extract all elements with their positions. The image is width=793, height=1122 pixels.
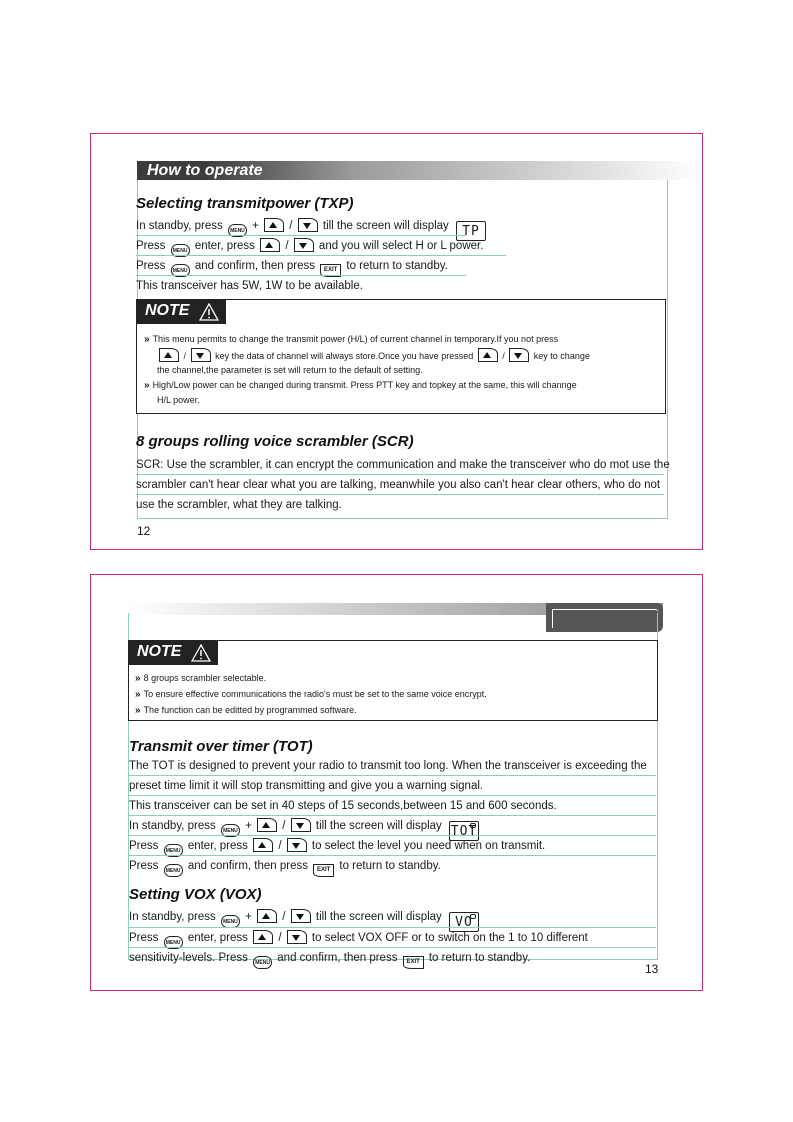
note-title: NOTE: [145, 302, 190, 319]
note-item-2: » To ensure effective communications the radio's must be set to the same voice encrypt.: [135, 689, 487, 700]
up-key-icon: [159, 348, 179, 362]
lcd-display-icon: TOT: [449, 821, 479, 841]
exit-key-icon: EXIT: [403, 956, 424, 969]
vox-line-1: In standby, press MENU + / till the screen will display VO: [129, 909, 479, 932]
manual-page-12: [90, 133, 703, 550]
separator: [136, 275, 466, 276]
scr-heading: 8 groups rolling voice scrambler (SCR): [136, 433, 414, 450]
separator: [136, 255, 506, 256]
txp-line-1: In standby, press MENU + / till the screen will display TP: [136, 218, 486, 241]
separator: [136, 235, 466, 236]
tot-line-5: Press MENU enter, press / to select the level you need when on transmit.: [129, 838, 545, 857]
lcd-display-icon: VO: [449, 912, 479, 932]
separator: [128, 855, 656, 856]
menu-key-icon: MENU: [228, 224, 247, 237]
separator: [128, 775, 656, 776]
separator: [128, 927, 656, 928]
up-key-icon: [253, 930, 273, 944]
menu-key-icon: MENU: [221, 824, 240, 837]
menu-key-icon: MENU: [253, 956, 272, 969]
up-key-icon: [260, 238, 280, 252]
scr-line-3: use the scrambler, what they are talking.: [136, 499, 342, 511]
note-item-1-cont: / key the data of channel will always store.Once you have pressed / key to change: [157, 348, 590, 362]
note-title: NOTE: [137, 643, 182, 660]
warning-icon: [199, 303, 219, 321]
page-number: 12: [137, 524, 151, 538]
note-item-3: » The function can be editted by programmed software.: [135, 705, 357, 716]
up-key-icon: [264, 218, 284, 232]
up-key-icon: [257, 909, 277, 923]
warning-icon: [191, 644, 211, 662]
down-key-icon: [287, 838, 307, 852]
menu-key-icon: MENU: [171, 264, 190, 277]
separator: [136, 494, 664, 495]
note-item-2-cont: H/L power.: [157, 395, 200, 405]
down-key-icon: [291, 909, 311, 923]
double-chevron-icon: »: [135, 689, 141, 700]
down-key-icon: [509, 348, 529, 362]
tot-heading: Transmit over timer (TOT): [129, 738, 313, 755]
exit-key-icon: EXIT: [313, 864, 334, 877]
tot-line-2: preset time limit it will stop transmitting and give you a warning signal.: [129, 780, 484, 792]
scr-line-1: SCR: Use the scrambler, it can encrypt the communication and make the transceiver who do mot use the: [136, 459, 670, 471]
double-chevron-icon: »: [135, 705, 141, 716]
note-box: [128, 640, 658, 721]
note-item-1: » 8 groups scrambler selectable.: [135, 673, 267, 684]
note-box: [136, 299, 666, 414]
separator: [128, 835, 656, 836]
tot-line-6: Press MENU and confirm, then press EXIT to return to standby.: [129, 858, 441, 877]
vox-line-3: sensitivity-levels. Press MENU and confirm, then press EXIT to return to standby.: [129, 950, 530, 969]
note-item-2: » High/Low power can be changed during transmit. Press PTT key and topkey at the same, this will channge: [144, 380, 577, 391]
up-key-icon: [253, 838, 273, 852]
vox-line-2: Press MENU enter, press / to select VOX OFF or to switch on the 1 to 10 different: [129, 930, 588, 949]
txp-line-3: Press MENU and confirm, then press EXIT to return to standby.: [136, 258, 448, 277]
separator: [136, 474, 664, 475]
separator: [128, 795, 656, 796]
exit-key-icon: EXIT: [320, 264, 341, 277]
note-item-1: » This menu permits to change the transmit power (H/L) of current channel in temporary.If you not press: [144, 334, 559, 345]
up-key-icon: [257, 818, 277, 832]
tot-line-3: This transceiver can be set in 40 steps of 15 seconds,between 15 and 600 seconds.: [129, 800, 557, 812]
note-tab: [137, 300, 226, 324]
section-banner: [137, 161, 702, 180]
menu-key-icon: MENU: [171, 244, 190, 257]
txp-line-2: Press MENU enter, press / and you will select H or L power.: [136, 238, 483, 257]
menu-key-icon: MENU: [164, 936, 183, 949]
double-chevron-icon: »: [135, 673, 141, 684]
down-key-icon: [287, 930, 307, 944]
down-key-icon: [294, 238, 314, 252]
manual-page-13: [90, 574, 703, 991]
down-key-icon: [191, 348, 211, 362]
double-chevron-icon: »: [144, 334, 150, 345]
note-tab: [129, 641, 218, 665]
down-key-icon: [298, 218, 318, 232]
menu-key-icon: MENU: [221, 915, 240, 928]
tot-line-1: The TOT is designed to prevent your radio to transmit too long. When the transceiver is exceeding the: [129, 760, 647, 772]
separator: [128, 815, 656, 816]
menu-key-icon: MENU: [164, 844, 183, 857]
separator: [128, 947, 656, 948]
page-number: 13: [645, 962, 659, 976]
note-item-1-end: the channel,the parameter is set will return to the default of setting.: [157, 365, 423, 375]
scr-line-2: scrambler can't hear clear what you are talking, meanwhile you also can't hear clear others, who do not: [136, 479, 661, 491]
down-key-icon: [291, 818, 311, 832]
txp-heading: Selecting transmitpower (TXP): [136, 195, 354, 212]
vox-heading: Setting VOX (VOX): [129, 886, 262, 903]
txp-line-4: This transceiver has 5W, 1W to be available.: [136, 280, 363, 292]
lcd-display-icon: TP: [456, 221, 486, 241]
menu-key-icon: MENU: [164, 864, 183, 877]
double-chevron-icon: »: [144, 380, 150, 391]
up-key-icon: [478, 348, 498, 362]
banner-title: How to operate: [147, 162, 263, 179]
tot-line-4: In standby, press MENU + / till the screen will display TOT: [129, 820, 478, 839]
